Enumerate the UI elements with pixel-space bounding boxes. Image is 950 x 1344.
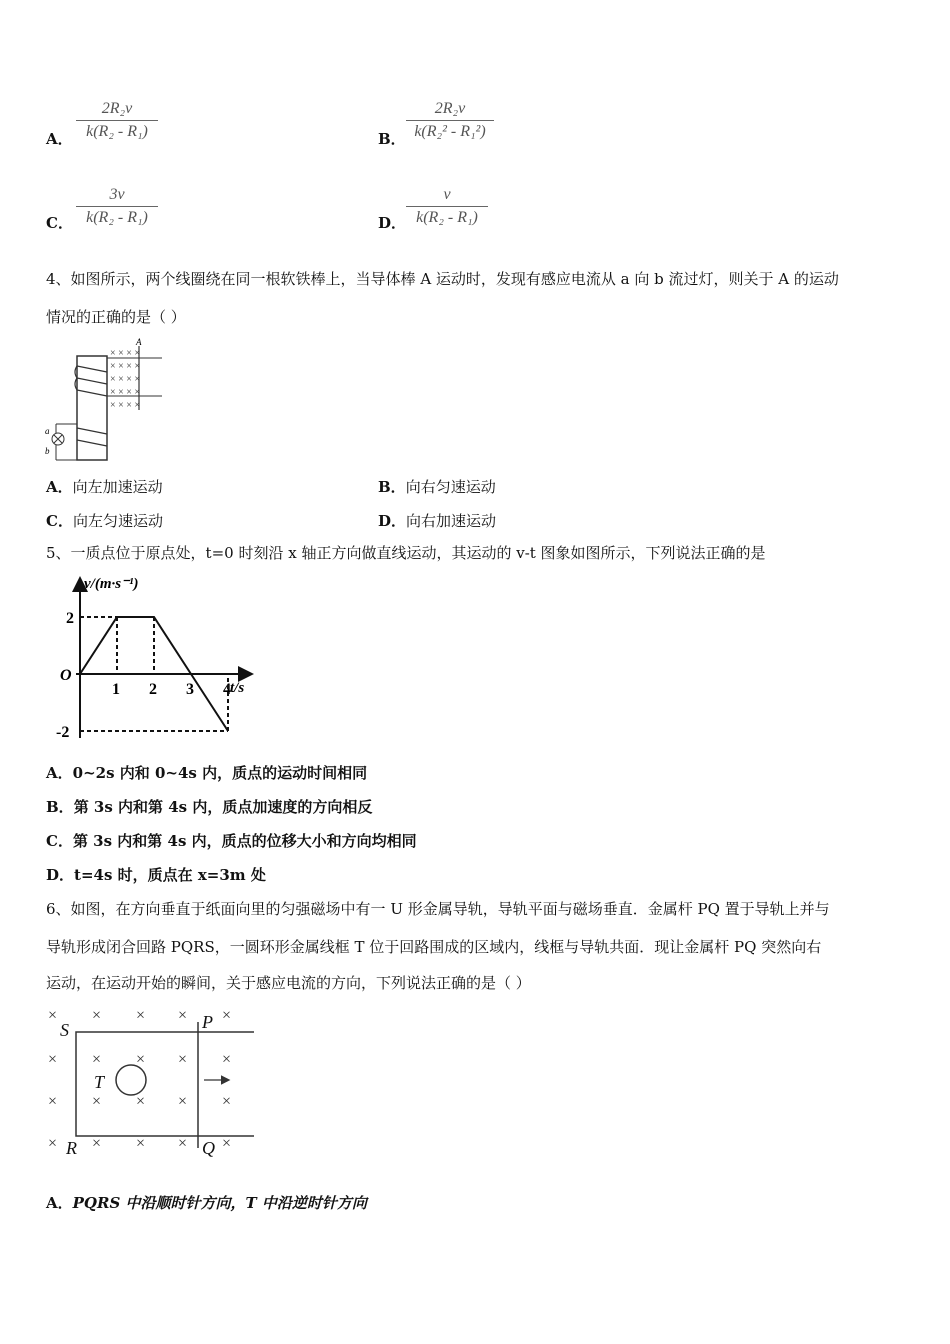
q4-option-a-text: 向左加速运动 [72,478,163,496]
q4-option-d-letter: D． [378,512,407,530]
q5-option-d [46,864,266,885]
q6-option-a [46,1192,367,1213]
q3-option-b-denominator: k(R₂² - R₁²) [414,123,486,140]
x-tick-label-2: 2 [149,681,157,698]
x-axis-label: t/s [230,680,245,696]
q3-option-b-fraction [406,100,494,141]
q6-stem-line3: 运动，在运动开始的瞬间，关于感应电流的方向，下列说法正确的是（ ） [46,974,531,992]
svg-text:×: × [92,1093,102,1110]
svg-text:×: × [92,1007,102,1024]
svg-text:×: × [222,1007,232,1024]
q3-option-c-letter: C． [46,214,73,232]
q3-option-d-numerator: v [443,186,451,203]
q5-option-d-text: t=4s 时，质点在 x=3m 处 [74,866,266,884]
svg-text:×: × [92,1051,102,1068]
q6-figure-label-q: Q [202,1138,215,1158]
svg-text:×: × [48,1135,58,1152]
q4-figure-label-a: a [45,426,50,436]
svg-text:× × × ×: × × × × [110,374,141,385]
svg-text:×: × [136,1093,146,1110]
svg-text:×: × [222,1051,232,1068]
q4-option-b-text: 向右匀速运动 [405,478,496,496]
y-tick-label-1: -2 [56,724,70,741]
q5-option-a [46,762,367,783]
x-tick-label-4: 4 [223,681,231,698]
q4-figure-coil-rod [44,336,168,466]
y-tick-label-0: 2 [66,610,74,627]
q5-option-b [46,796,372,817]
q6-figure-circuit [44,1002,264,1162]
q4-option-a-letter: A． [46,478,73,496]
q6-option-a-letter: A． [46,1194,73,1212]
svg-text:×: × [178,1135,188,1152]
q5-option-d-letter: D． [46,866,75,884]
q4-figure-label-b: b [45,446,50,456]
q5-option-a-letter: A． [46,764,73,782]
svg-text:× × × ×: × × × × [110,400,141,411]
x-tick-label-3: 3 [186,681,194,698]
q4-option-d-text: 向右加速运动 [406,512,497,530]
svg-text:×: × [178,1093,188,1110]
q5-option-a-text: 0~2s 内和 0~4s 内，质点的运动时间相同 [72,764,368,782]
svg-text:×: × [48,1007,58,1024]
q4-stem-line2: 情况的正确的是（ ） [46,308,186,326]
q4-option-c [46,510,163,531]
q4-option-c-letter: C． [46,512,73,530]
q3-option-c-fraction [76,186,158,227]
q5-option-c-letter: C． [46,832,73,850]
y-axis-label: v/(m·s⁻¹) [84,576,139,592]
q6-figure-label-p: P [202,1012,213,1032]
q3-option-a-letter: A． [46,130,73,148]
svg-text:×: × [178,1007,188,1024]
q3-option-b-numerator: 2R₂v [434,100,466,117]
q3-option-a-denominator: k(R₂ - R₁) [86,123,148,140]
q6-figure-label-r: R [66,1138,77,1158]
svg-text:×: × [136,1135,146,1152]
svg-text:×: × [222,1135,232,1152]
q5-option-c [46,830,417,851]
x-tick-label-0: O [60,667,72,684]
q4-option-d [378,510,496,531]
svg-text:×: × [222,1093,232,1110]
q4-option-c-text: 向左匀速运动 [72,512,163,530]
q3-option-d-denominator: k(R₂ - R₁) [416,209,478,226]
q4-option-b-letter: B． [378,478,406,496]
q6-stem-line2: 导轨形成闭合回路 PQRS，一圆环形金属线框 T 位于回路围成的区域内，线框与导轨共面．现让金属杆 PQ 突然向右 [46,938,822,956]
q6-stem-line1: 6、如图，在方向垂直于纸面向里的匀强磁场中有一 U 形金属导轨，导轨平面与磁场垂直．金属杆 PQ 置于导轨上并与 [46,900,830,918]
q4-option-b [378,476,496,497]
svg-text:×: × [92,1135,102,1152]
q4-figure-label-rod-a: A [136,337,142,347]
q3-option-a-fraction [76,100,158,141]
q6-figure-label-t: T [94,1072,105,1092]
q5-option-c-text: 第 3s 内和第 4s 内，质点的位移大小和方向均相同 [72,832,417,850]
svg-text:×: × [178,1051,188,1068]
q5-stem-line1: 5、一质点位于原点处，t=0 时刻沿 x 轴正方向做直线运动，其运动的 v-t 图象如图所示，下列说法正确的是 [46,544,766,562]
q3-option-b-letter: B． [378,130,406,148]
q3-option-c-denominator: k(R₂ - R₁) [86,209,148,226]
svg-text:×: × [48,1051,58,1068]
x-tick-label-1: 1 [112,681,120,698]
q3-option-d-letter: D． [378,214,407,232]
svg-text:×: × [136,1051,146,1068]
svg-text:×: × [48,1093,58,1110]
q4-stem-line1: 4、如图所示，两个线圈绕在同一根软铁棒上，当导体棒 A 运动时，发现有感应电流从 a 向 b 流过灯，则关于 A 的运动 [46,270,839,288]
q5-vt-chart [44,572,264,750]
q6-option-a-text: PQRS 中沿顺时针方向，T 中沿逆时针方向 [72,1194,367,1212]
q3-option-c-numerator: 3v [109,186,125,203]
svg-text:× × × ×: × × × × [110,348,141,359]
q5-option-b-text: 第 3s 内和第 4s 内，质点加速度的方向相反 [73,798,373,816]
svg-text:× × × ×: × × × × [110,361,141,372]
q4-option-a [46,476,163,497]
svg-text:× × × ×: × × × × [110,387,141,398]
svg-text:×: × [136,1007,146,1024]
q5-option-b-letter: B． [46,798,74,816]
q3-option-d-fraction [406,186,488,227]
q6-figure-label-s: S [60,1020,69,1040]
q3-option-a-numerator: 2R₂v [101,100,133,117]
